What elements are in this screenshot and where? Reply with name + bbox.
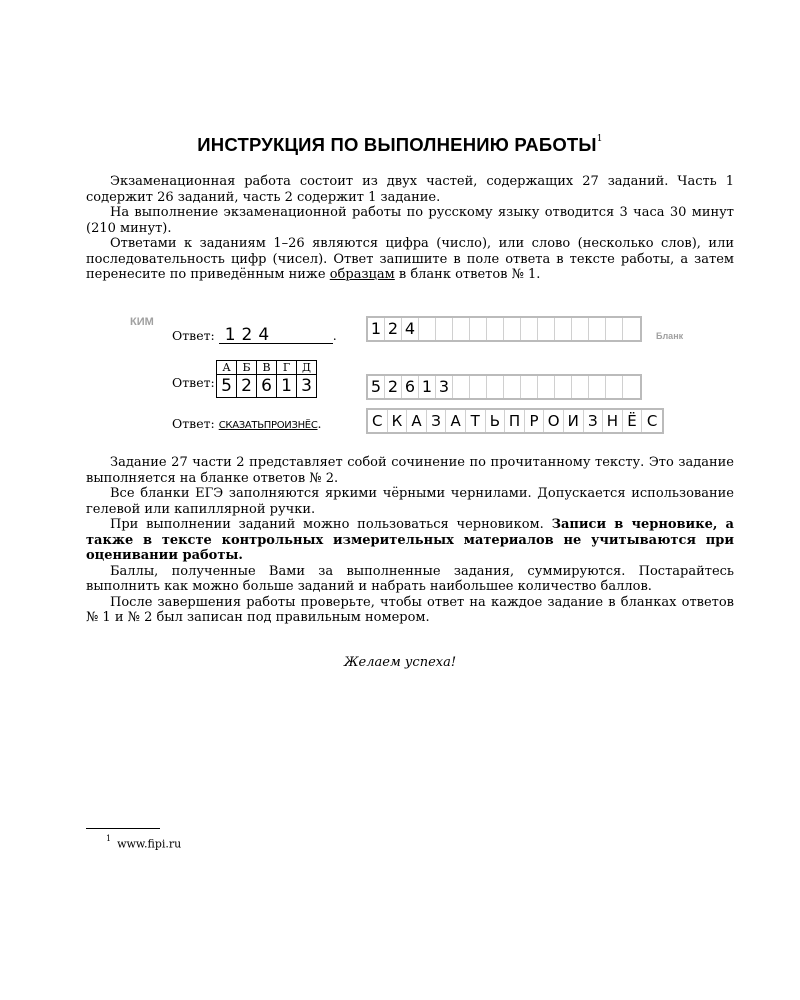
grid-cell: Т — [466, 410, 486, 432]
grid-cell — [487, 376, 504, 398]
grid-cell — [572, 318, 589, 340]
intro-paragraph-1: Экзаменационная работа состоит из двух частей, содержащих 27 заданий. Часть 1 содержит 26 заданий, часть 2 содержит 1 задание. — [86, 174, 734, 205]
grid-cell — [606, 318, 623, 340]
grid-cell — [589, 318, 606, 340]
grid-cell — [572, 376, 589, 398]
grid-cell: 4 — [402, 318, 419, 340]
grid-cell — [589, 376, 606, 398]
grid-cell: А — [407, 410, 427, 432]
grid-cell — [538, 318, 555, 340]
rules-section — [86, 455, 734, 626]
grid-cell — [504, 376, 521, 398]
grid-cell: О — [544, 410, 564, 432]
grid-cell — [555, 376, 572, 398]
closing-wish: Желаем успеха! — [343, 655, 457, 670]
answer-example-3: Ответ: СКАЗАТЬПРОИЗНЁС. — [172, 416, 322, 431]
footnote: $^1$ www.fipi.ru — [106, 834, 182, 851]
grid-cell — [436, 318, 453, 340]
grid-cell: 5 — [368, 376, 385, 398]
rules-paragraph-2: Все бланки ЕГЭ заполняются яркими чёрными чернилами. Допускается использование гелевой или капиллярной ручки. — [86, 486, 734, 517]
grid-cell: З — [427, 410, 447, 432]
page-title: ИНСТРУКЦИЯ ПО ВЫПОЛНЕНИЮ РАБОТЫ$^1$ — [197, 133, 603, 155]
table-value-cell: 1 — [277, 375, 297, 398]
grid-cell: 2 — [385, 376, 402, 398]
grid-cell — [623, 318, 640, 340]
grid-cell: П — [505, 410, 525, 432]
intro-paragraph-3: Ответами к заданиям 1–26 являются цифра (число), или слово (несколько слов), или последовательность цифр (чисел). Ответ запишите в поле ответа в тексте работы, а затем перенесите по приведённым ниже образцам в бланк ответов № 1. — [86, 236, 734, 282]
answer-example-1: Ответ: 124 . — [172, 325, 337, 345]
grid-cell: Р — [525, 410, 545, 432]
intro-section — [86, 174, 734, 283]
blank-grid-2 — [366, 374, 642, 400]
footnote-text: www.fipi.ru — [117, 837, 182, 851]
rules-paragraph-4: Баллы, полученные Вами за выполненные задания, суммируются. Постарайтесь выполнить как можно больше заданий и набрать наибольшее количество баллов. — [86, 563, 734, 594]
grid-cell: Н — [603, 410, 623, 432]
answer-3-value: СКАЗАТЬПРОИЗНЁС — [218, 420, 318, 431]
rules-paragraph-1: Задание 27 части 2 представляет собой сочинение по прочитанному тексту. Это задание выполняется на бланке ответов № 2. — [86, 455, 734, 486]
footnote-mark: 1 — [596, 133, 603, 144]
answer-table — [216, 360, 317, 398]
grid-cell: З — [584, 410, 604, 432]
grid-cell — [487, 318, 504, 340]
grid-cell: 6 — [402, 376, 419, 398]
grid-cell: 2 — [385, 318, 402, 340]
grid-cell: Ь — [486, 410, 506, 432]
kim-label: КИМ — [130, 316, 154, 328]
table-value-cell: 3 — [297, 375, 317, 398]
grid-cell — [538, 376, 555, 398]
grid-cell — [555, 318, 572, 340]
grid-cell: 1 — [368, 318, 385, 340]
grid-cell: С — [368, 410, 388, 432]
grid-cell: 1 — [419, 376, 436, 398]
grid-cell — [470, 376, 487, 398]
grid-cell: 3 — [436, 376, 453, 398]
table-value-cell: 5 — [217, 375, 237, 398]
table-value-cell: 6 — [257, 375, 277, 398]
grid-cell: К — [388, 410, 408, 432]
grid-cell: А — [446, 410, 466, 432]
rules-paragraph-3: При выполнении заданий можно пользоваться черновиком. Записи в черновике, а также в тексте контрольных измерительных материалов не учитываются при оценивании работы. — [86, 517, 734, 563]
grid-cell: С — [646, 412, 658, 430]
answer-1-value: 124 — [219, 327, 333, 344]
table-value-cell: 2 — [237, 375, 257, 398]
grid-cell — [453, 376, 470, 398]
grid-cell — [504, 318, 521, 340]
table-header-cell: Д — [297, 361, 317, 375]
table-header-cell: Г — [277, 361, 297, 375]
samples-link: образцам — [329, 267, 395, 282]
grid-cell — [606, 376, 623, 398]
grid-cell: И — [564, 410, 584, 432]
rules-paragraph-5: После завершения работы проверьте, чтобы ответ на каждое задание в бланках ответов № 1 и № 2 был записан под правильным номером. — [86, 594, 734, 625]
table-header-cell: В — [257, 361, 277, 375]
table-header-cell: Б — [237, 361, 257, 375]
grid-cell — [453, 318, 470, 340]
grid-cell — [521, 318, 538, 340]
footnote-divider — [86, 828, 160, 829]
blank-label: Бланк — [656, 331, 684, 341]
grid-cell — [623, 376, 640, 398]
grid-cell — [419, 318, 436, 340]
grid-cell — [470, 318, 487, 340]
blank-grid-3 — [366, 408, 664, 434]
grid-cell: Ё — [623, 410, 643, 432]
grid-cell — [521, 376, 538, 398]
table-header-cell: А — [217, 361, 237, 375]
intro-paragraph-2: На выполнение экзаменационной работы по русскому языку отводится 3 часа 30 минут (210 минут). — [86, 205, 734, 236]
blank-grid-1 — [366, 316, 642, 342]
answer-example-2-label: Ответ: — [172, 375, 215, 390]
